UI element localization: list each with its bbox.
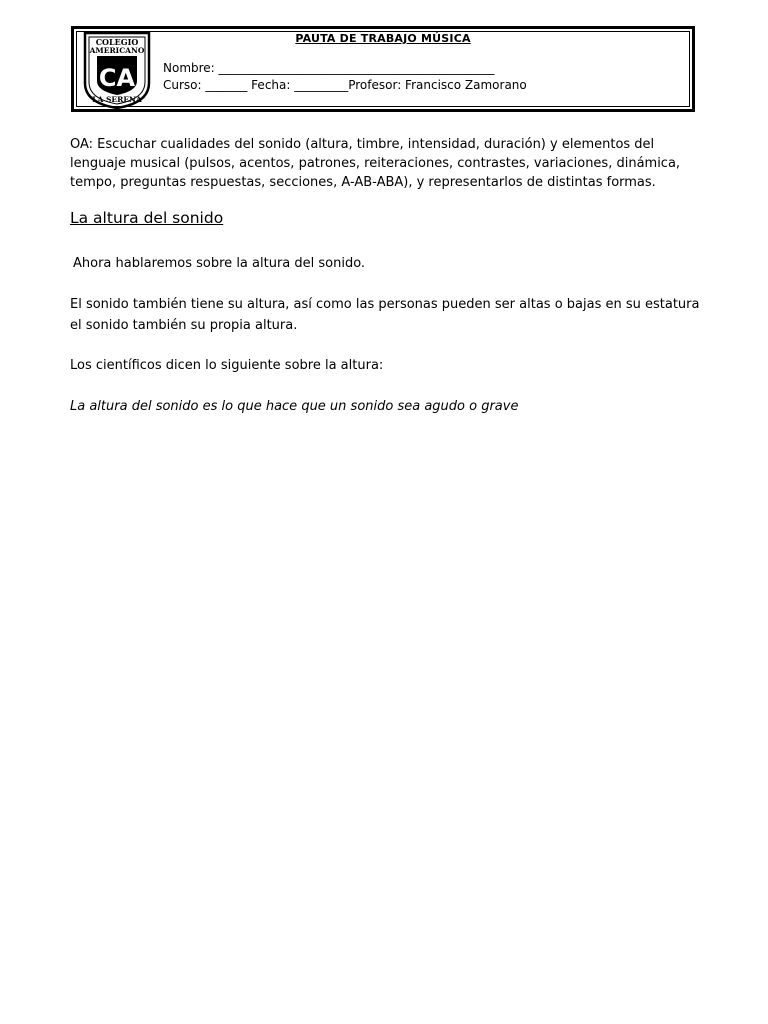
paragraph-scientists: Los científicos dicen lo siguiente sobre la altura: — [70, 358, 384, 373]
logo-middle-text: AMERICANO — [89, 46, 145, 55]
header-box — [71, 26, 695, 112]
document-title: PAUTA DE TRABAJO MÚSICA — [295, 32, 471, 45]
logo-bottom-text: LA SERENA — [92, 95, 142, 104]
curso-fecha-profesor-line: Curso: _______ Fecha: _________Profesor: Francisco Zamorano — [163, 78, 527, 92]
paragraph-intro: Ahora hablaremos sobre la altura del sonido. — [73, 256, 366, 271]
section-heading: La altura del sonido — [70, 209, 224, 227]
logo-top-text: COLEGIO — [95, 37, 139, 47]
logo-emblem: CA — [98, 64, 136, 92]
learning-objective: OA: Escuchar cualidades del sonido (altura, timbre, intensidad, duración) y elementos del lenguaje musical (pulsos, acentos, patrones, reiteraciones, contrastes, variaciones, dinámica, tempo, preguntas respuestas, secciones, A-AB-ABA), y representarlos de distintas formas. — [70, 137, 681, 190]
nombre-field-line: Nombre: ______________________________________________ — [163, 61, 495, 75]
paragraph-definition: La altura del sonido es lo que hace que un sonido sea agudo o grave — [70, 399, 519, 414]
paragraph-explanation: El sonido también tiene su altura, así como las personas pueden ser altas o bajas en su estatura el sonido también su propia altura. — [70, 297, 700, 333]
